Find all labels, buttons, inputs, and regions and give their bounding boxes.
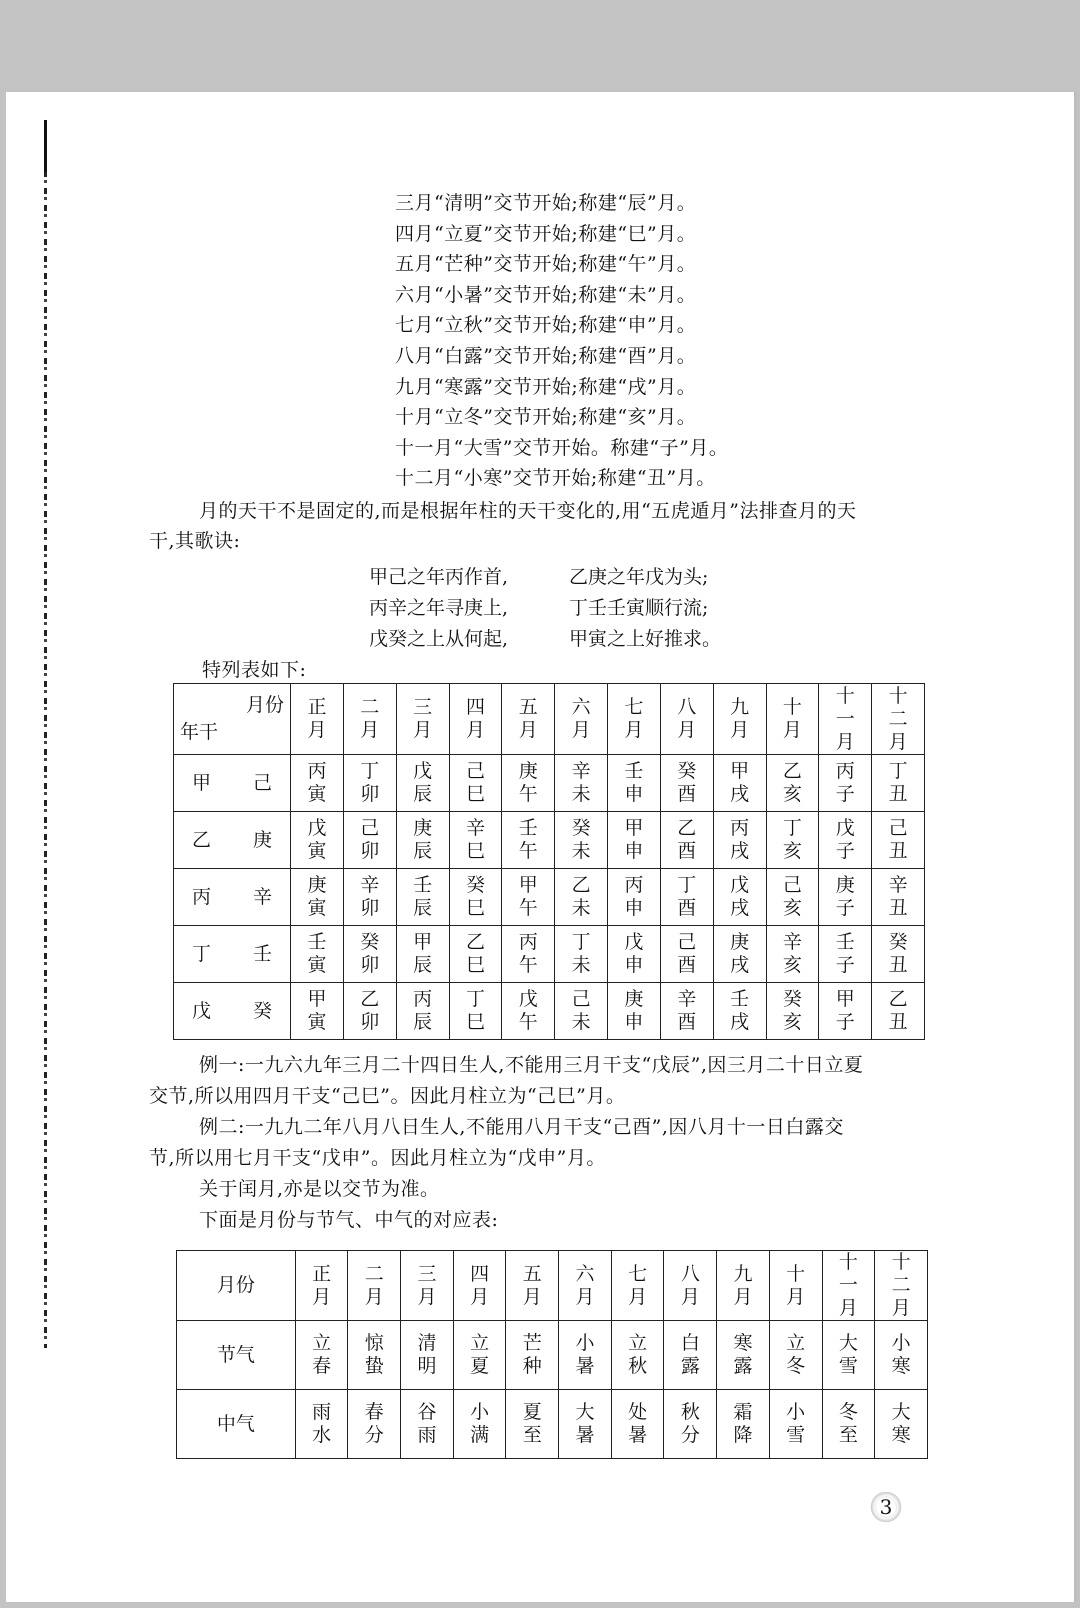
ganzhi-cell: 乙 卯 <box>343 983 396 1040</box>
month-header-cell: 九 月 <box>717 1251 770 1321</box>
header-month-label: 月份 <box>246 694 285 716</box>
ganzhi-cell: 乙 巳 <box>449 926 502 983</box>
month-header-cell: 三 月 <box>401 1251 454 1321</box>
ganzhi-cell: 戊 寅 <box>291 812 344 869</box>
ganzhi-cell: 壬 子 <box>819 926 872 983</box>
ganzhi-cell: 丙 午 <box>502 926 555 983</box>
verse-right: 丁壬壬寅顺行流; <box>569 597 709 619</box>
month-header-cell: 二 月 <box>343 684 396 755</box>
year-stem-cell <box>174 869 291 926</box>
ganzhi-cell: 戊 午 <box>502 983 555 1040</box>
month-line: 八月“白露”交节开始;称建“酉”月。 <box>395 344 697 367</box>
ganzhi-cell: 庚 申 <box>608 983 661 1040</box>
ganzhi-cell: 甲 辰 <box>396 926 449 983</box>
document-page <box>6 92 1077 1602</box>
verse-row <box>369 624 721 655</box>
year-stem-cell <box>174 926 291 983</box>
month-row <box>177 1251 928 1321</box>
paragraph-line: 月的天干不是固定的,而是根据年柱的天干变化的,用“五虎遁月”法排查月的天 <box>199 500 857 522</box>
solar-term-cell: 小 雪 <box>769 1390 822 1459</box>
ganzhi-cell: 己 亥 <box>766 869 819 926</box>
ganzhi-cell: 己 酉 <box>660 926 713 983</box>
leap-month-note: 关于闰月,亦是以交节为准。 <box>199 1178 440 1200</box>
solar-term-cell: 小 满 <box>453 1390 506 1459</box>
ganzhi-cell: 壬 寅 <box>291 926 344 983</box>
verse-row <box>369 593 721 624</box>
verse-right: 乙庚之年戊为头; <box>569 566 709 588</box>
month-header-cell: 二 月 <box>348 1251 401 1321</box>
ganzhi-cell: 丙 寅 <box>291 755 344 812</box>
year-stem-cell <box>174 983 291 1040</box>
solar-term-cell: 小 寒 <box>875 1321 928 1390</box>
year-stem: 庚 <box>253 828 273 851</box>
month-line: 三月“清明”交节开始;称建“辰”月。 <box>395 192 697 214</box>
solar-term-cell: 秋 分 <box>664 1390 717 1459</box>
ganzhi-cell: 丙 子 <box>819 755 872 812</box>
solar-term-cell: 芒 种 <box>506 1321 559 1390</box>
ganzhi-cell: 癸 丑 <box>872 926 925 983</box>
month-line: 四月“立夏”交节开始;称建“巳”月。 <box>395 222 697 245</box>
jieqi-row <box>177 1321 928 1390</box>
solar-term-cell: 夏 至 <box>506 1390 559 1459</box>
solar-term-cell: 大 寒 <box>875 1390 928 1459</box>
solar-term-cell: 立 春 <box>295 1321 348 1390</box>
month-line: 七月“立秋”交节开始;称建“申”月。 <box>395 314 697 337</box>
ganzhi-cell: 庚 戌 <box>713 926 766 983</box>
solar-term-cell: 惊 蛰 <box>348 1321 401 1390</box>
month-header-cell: 六 月 <box>555 684 608 755</box>
solar-term-cell: 大 雪 <box>822 1321 875 1390</box>
row-label-cell: 节气 <box>177 1321 296 1390</box>
month-header-cell: 八 月 <box>660 684 713 755</box>
month-header-cell: 十 月 <box>769 1251 822 1321</box>
year-stem: 甲 <box>192 771 212 794</box>
solar-term-cell: 处 暑 <box>611 1390 664 1459</box>
ganzhi-cell: 己 卯 <box>343 812 396 869</box>
verse-row <box>369 562 721 593</box>
month-header-cell: 十 一 月 <box>822 1251 875 1321</box>
month-line: 十月“立冬”交节开始;称建“亥”月。 <box>395 406 697 429</box>
ganzhi-cell: 甲 子 <box>819 983 872 1040</box>
month-line: 五月“芒种”交节开始;称建“午”月。 <box>395 253 697 276</box>
month-header-cell: 四 月 <box>449 684 502 755</box>
header-year-label: 年干 <box>180 721 219 743</box>
page-number: 3 <box>866 1492 906 1522</box>
ganzhi-cell: 丁 卯 <box>343 755 396 812</box>
examples-block <box>149 1050 949 1236</box>
ganzhi-cell: 丁 丑 <box>872 755 925 812</box>
ganzhi-cell: 己 丑 <box>872 812 925 869</box>
ganzhi-cell: 丁 巳 <box>449 983 502 1040</box>
ganzhi-cell: 丙 申 <box>608 869 661 926</box>
solar-term-cell: 寒 露 <box>717 1321 770 1390</box>
ganzhi-cell: 戊 辰 <box>396 755 449 812</box>
month-header-cell: 五 月 <box>506 1251 559 1321</box>
solar-term-cell: 冬 至 <box>822 1390 875 1459</box>
solar-term-cell: 雨 水 <box>295 1390 348 1459</box>
solar-term-cell: 清 明 <box>401 1321 454 1390</box>
wuhu-dunyue-table <box>173 683 925 1040</box>
table-row <box>174 926 925 983</box>
ganzhi-cell: 甲 寅 <box>291 983 344 1040</box>
ganzhi-cell: 辛 丑 <box>872 869 925 926</box>
year-stem: 乙 <box>192 828 212 851</box>
ganzhi-cell: 癸 巳 <box>449 869 502 926</box>
month-header-cell: 六 月 <box>559 1251 612 1321</box>
example2-line: 节,所以用七月干支“戊申”。因此月柱立为“戊申”月。 <box>149 1147 606 1169</box>
table-row <box>174 869 925 926</box>
year-stem: 丁 <box>192 942 212 965</box>
ganzhi-cell: 庚 辰 <box>396 812 449 869</box>
jieqi-zhongqi-table <box>176 1250 928 1459</box>
ganzhi-cell: 辛 巳 <box>449 812 502 869</box>
month-line: 九月“寒露”交节开始;称建“戌”月。 <box>395 375 697 398</box>
month-line: 十二月“小寒”交节开始;称建“丑”月。 <box>395 467 716 490</box>
month-header-cell: 正 月 <box>291 684 344 755</box>
ganzhi-cell: 壬 申 <box>608 755 661 812</box>
verse-left: 戊癸之上从何起, <box>369 628 509 650</box>
ganzhi-cell: 癸 亥 <box>766 983 819 1040</box>
year-stem: 己 <box>253 771 273 794</box>
verse-right: 甲寅之上好推求。 <box>569 628 722 650</box>
paragraph-line: 干,其歌诀: <box>149 530 241 552</box>
month-header-cell: 四 月 <box>453 1251 506 1321</box>
solar-term-cell: 立 秋 <box>611 1321 664 1390</box>
ganzhi-cell: 乙 丑 <box>872 983 925 1040</box>
solar-term-cell: 立 夏 <box>453 1321 506 1390</box>
solar-term-cell: 谷 雨 <box>401 1390 454 1459</box>
solar-term-cell: 春 分 <box>348 1390 401 1459</box>
ganzhi-cell: 甲 午 <box>502 869 555 926</box>
year-stem: 壬 <box>253 942 273 965</box>
month-jianzhi-list <box>395 188 728 494</box>
ganzhi-cell: 庚 午 <box>502 755 555 812</box>
ganzhi-cell: 癸 卯 <box>343 926 396 983</box>
ganzhi-cell: 乙 亥 <box>766 755 819 812</box>
month-header-cell: 十 二 月 <box>872 684 925 755</box>
ganzhi-cell: 戊 子 <box>819 812 872 869</box>
month-header-cell: 七 月 <box>608 684 661 755</box>
table2-intro: 下面是月份与节气、中气的对应表: <box>199 1209 499 1231</box>
month-line: 六月“小暑”交节开始;称建“未”月。 <box>395 283 697 306</box>
month-header-cell: 三 月 <box>396 684 449 755</box>
row-label-cell: 月份 <box>177 1251 296 1321</box>
solar-term-cell: 霜 降 <box>717 1390 770 1459</box>
ganzhi-cell: 癸 酉 <box>660 755 713 812</box>
paragraph-tiangan <box>149 496 949 556</box>
month-line: 十一月“大雪”交节开始。称建“子”月。 <box>395 436 729 459</box>
row-label-cell: 中气 <box>177 1390 296 1459</box>
ganzhi-cell: 辛 亥 <box>766 926 819 983</box>
ganzhi-cell: 丁 亥 <box>766 812 819 869</box>
verse-left: 甲己之年丙作首, <box>369 566 509 588</box>
verse-block <box>369 562 721 655</box>
ganzhi-cell: 己 未 <box>555 983 608 1040</box>
ganzhi-cell: 戊 戌 <box>713 869 766 926</box>
ganzhi-cell: 丙 辰 <box>396 983 449 1040</box>
ganzhi-cell: 辛 酉 <box>660 983 713 1040</box>
ganzhi-cell: 辛 卯 <box>343 869 396 926</box>
example1-line: 例一:一九六九年三月二十四日生人,不能用三月干支“戊辰”,因三月二十日立夏 <box>199 1054 864 1076</box>
year-stem: 辛 <box>253 885 273 908</box>
solar-term-cell: 白 露 <box>664 1321 717 1390</box>
month-header-cell: 五 月 <box>502 684 555 755</box>
ganzhi-cell: 壬 辰 <box>396 869 449 926</box>
table-header-row <box>174 684 925 755</box>
table-row <box>174 983 925 1040</box>
ganzhi-cell: 丁 未 <box>555 926 608 983</box>
year-stem-cell <box>174 812 291 869</box>
zhongqi-row <box>177 1390 928 1459</box>
ganzhi-cell: 壬 戌 <box>713 983 766 1040</box>
solar-term-cell: 小 暑 <box>559 1321 612 1390</box>
example2-line: 例二:一九九二年八月八日生人,不能用八月干支“己酉”,因八月十一日白露交 <box>199 1116 844 1138</box>
ganzhi-cell: 庚 寅 <box>291 869 344 926</box>
month-header-cell: 七 月 <box>611 1251 664 1321</box>
solar-term-cell: 立 冬 <box>769 1321 822 1390</box>
month-header-cell: 十 一 月 <box>819 684 872 755</box>
example1-line: 交节,所以用四月干支“己巳”。因此月柱立为“己巳”月。 <box>149 1085 626 1107</box>
year-stem: 癸 <box>253 999 273 1022</box>
ganzhi-cell: 己 巳 <box>449 755 502 812</box>
binding-edge-mark <box>44 120 47 1348</box>
month-header-cell: 八 月 <box>664 1251 717 1321</box>
ganzhi-cell: 甲 申 <box>608 812 661 869</box>
ganzhi-cell: 甲 戌 <box>713 755 766 812</box>
month-header-cell: 九 月 <box>713 684 766 755</box>
header-corner-cell <box>174 684 291 755</box>
verse-left: 丙辛之年寻庚上, <box>369 597 509 619</box>
ganzhi-cell: 乙 未 <box>555 869 608 926</box>
ganzhi-cell: 乙 酉 <box>660 812 713 869</box>
table-row <box>174 812 925 869</box>
ganzhi-cell: 丙 戌 <box>713 812 766 869</box>
ganzhi-cell: 丁 酉 <box>660 869 713 926</box>
year-stem: 戊 <box>192 999 212 1022</box>
year-stem: 丙 <box>192 885 212 908</box>
ganzhi-cell: 戊 申 <box>608 926 661 983</box>
ganzhi-cell: 壬 午 <box>502 812 555 869</box>
year-stem-cell <box>174 755 291 812</box>
ganzhi-cell: 癸 未 <box>555 812 608 869</box>
solar-term-cell: 大 暑 <box>559 1390 612 1459</box>
table-row <box>174 755 925 812</box>
month-header-cell: 十 月 <box>766 684 819 755</box>
month-header-cell: 正 月 <box>295 1251 348 1321</box>
ganzhi-cell: 庚 子 <box>819 869 872 926</box>
table1-intro: 特列表如下: <box>202 659 307 681</box>
ganzhi-cell: 辛 未 <box>555 755 608 812</box>
month-header-cell: 十 二 月 <box>875 1251 928 1321</box>
